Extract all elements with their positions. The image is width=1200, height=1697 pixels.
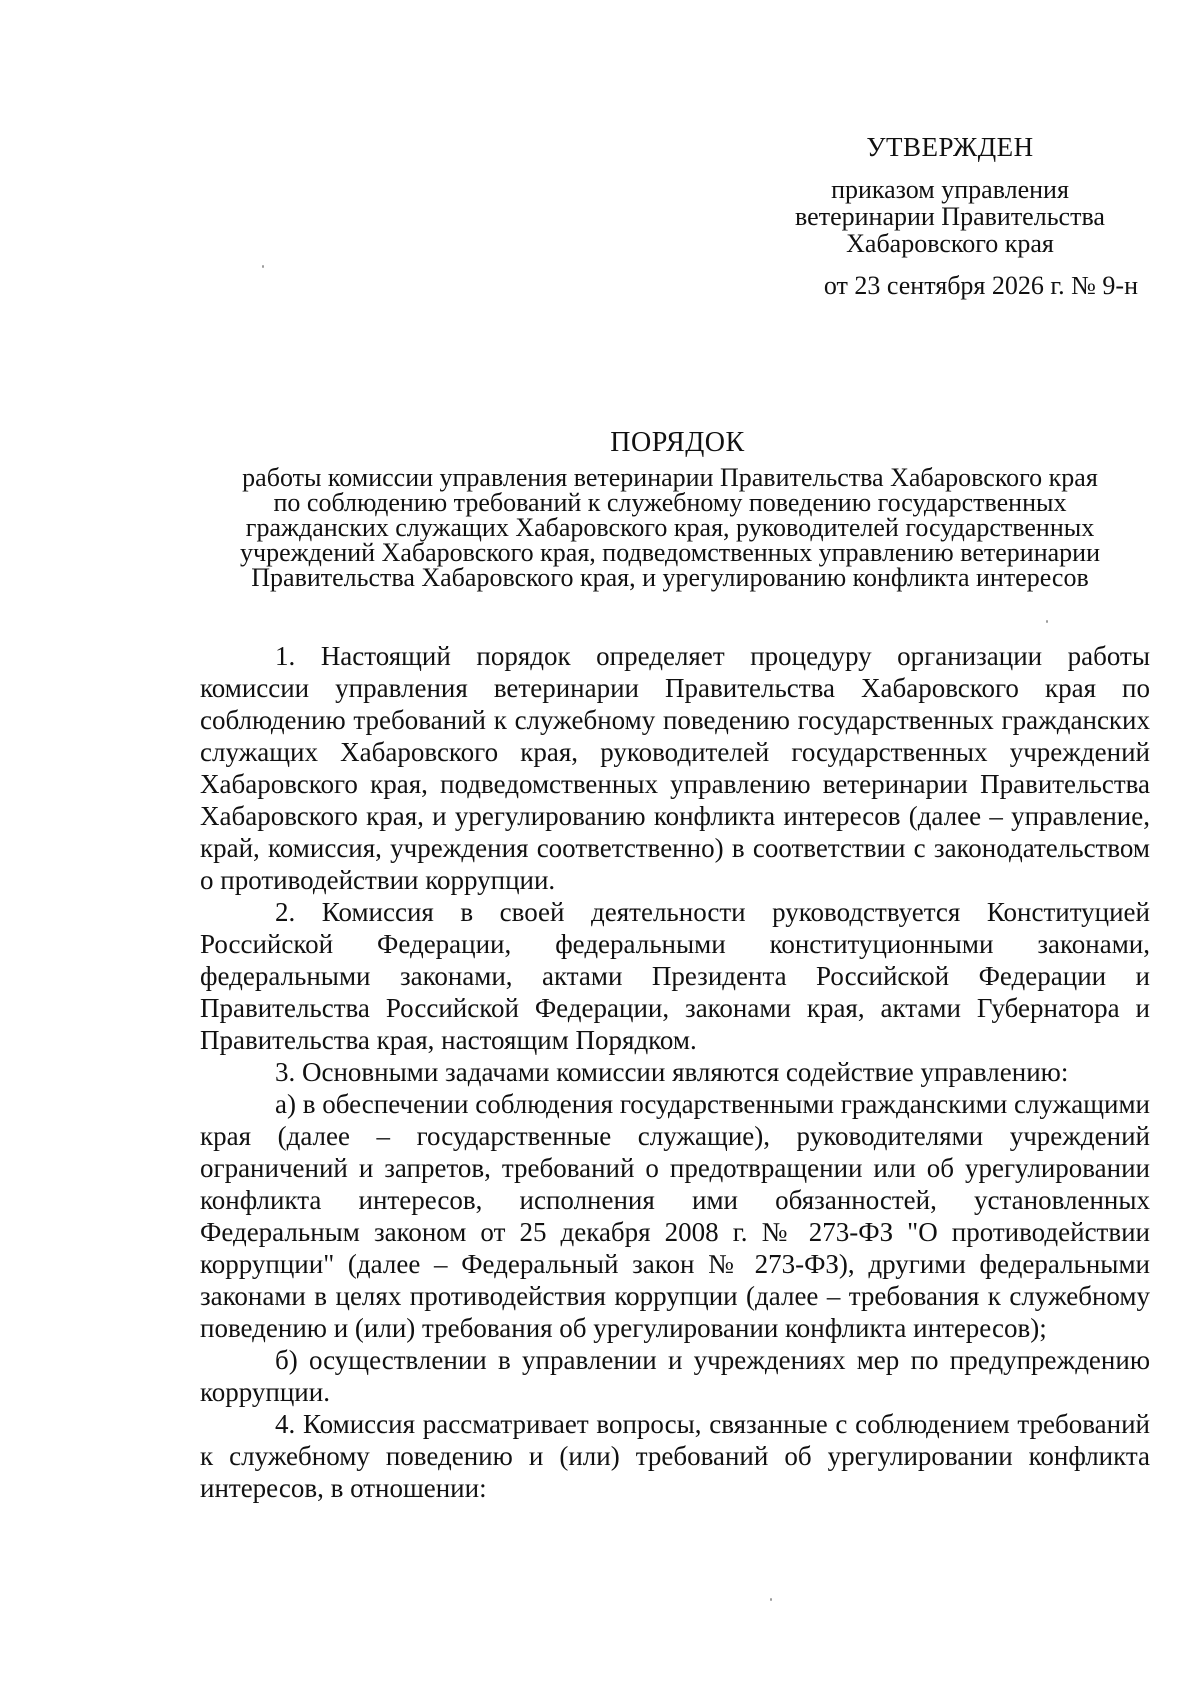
approval-date: от 23 сентября 2026 г. № 9-н [823,271,1138,300]
paragraph-3a: а) в обеспечении соблюдения государственными гражданскими служащими края (далее – государственные служащие), руководителями учреждений ограничений и запретов, требований о предотвращении или об урегулировании конфликта интересов, исполнения ими обязанностей, установленных Федеральным законом от 25 декабря 2008 г. № 273-ФЗ "О противодействии коррупции" (далее – Федеральный закон № 273-ФЗ), другими федеральными законами в целях противодействия коррупции (далее – требования к служебному поведению и (или) требования об урегулировании конфликта интересов); [200,1089,1150,1343]
scan-speck [1046,620,1048,623]
document-subtitle [190,465,1150,590]
scan-speck [262,265,264,268]
document-body [200,640,1150,1504]
subtitle-line-3: гражданских служащих Хабаровского края, руководителей государственных [245,513,1095,542]
paragraph-1: 1. Настоящий порядок определяет процедуру организации работы комиссии управления ветеринарии Правительства Хабаровского края по соблюдению требований к служебному поведению государственных гражданских служащих Хабаровского края, руководителей государственных учреждений Хабаровского края, подведомственных управлению ветеринарии Правительства Хабаровского края, и урегулированию конфликта интересов (далее – управление, край, комиссия, учреждения соответственно) в соответствии с законодательством о противодействии коррупции. [200,641,1150,895]
subtitle-line-1: работы комиссии управления ветеринарии Правительства Хабаровского края [242,463,1098,492]
approval-stamp-block [760,130,1140,257]
subtitle-line-2: по соблюдению требований к служебному поведению государственных [273,488,1067,517]
paragraph-2: 2. Комиссия в своей деятельности руководствуется Конституцией Российской Федерации, федеральными конституционными законами, федеральными законами, актами Президента Российской Федерации и Правительства Российской Федерации, законами края, актами Губернатора и Правительства края, настоящим Порядком. [200,897,1150,1055]
document-title: ПОРЯДОК [610,427,745,458]
scan-speck [770,1598,772,1601]
approval-line-2: ветеринарии Правительства [795,202,1105,231]
approval-line-3: Хабаровского края [846,229,1054,258]
subtitle-line-4: учреждений Хабаровского края, подведомственных управлению ветеринарии [240,538,1100,567]
paragraph-4: 4. Комиссия рассматривает вопросы, связанные с соблюдением требований к служебному поведению и (или) требований об урегулировании конфликта интересов, в отношении: [200,1409,1150,1503]
approval-line-1: приказом управления [831,175,1069,204]
subtitle-line-5: Правительства Хабаровского края, и урегулированию конфликта интересов [251,563,1089,592]
paragraph-3: 3. Основными задачами комиссии являются содействие управлению: [275,1057,1069,1087]
paragraph-3b: б) осуществлении в управлении и учреждениях мер по предупреждению коррупции. [200,1345,1150,1407]
approval-title: УТВЕРЖДЕН [866,132,1034,162]
